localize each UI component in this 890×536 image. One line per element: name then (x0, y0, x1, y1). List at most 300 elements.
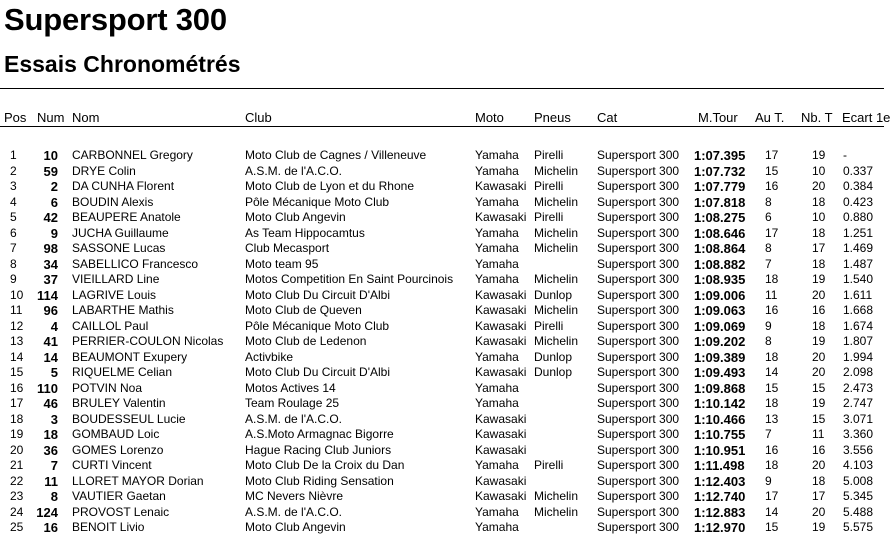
cell-au: 15 (765, 163, 779, 178)
cell-num: 4 (50, 318, 58, 334)
cell-nom: DRYE Colin (72, 163, 136, 178)
table-row (0, 458, 884, 474)
table-row (0, 257, 884, 273)
cell-pos: 1 (10, 148, 17, 162)
cell-pneus: Michelin (534, 334, 579, 348)
cell-cat: Supersport 300 (597, 287, 680, 302)
cell-nom: BENOIT Livio (72, 520, 145, 534)
cell-nb: 17 (812, 241, 826, 255)
cell-num: 5 (50, 365, 58, 380)
page-subtitle: Essais Chronométrés (4, 51, 241, 77)
cell-num: 8 (50, 489, 58, 504)
cell-nb: 11 (812, 427, 825, 441)
cell-cat: Supersport 300 (597, 272, 680, 286)
cell-tour: 1:10.755 (694, 427, 746, 442)
cell-moto: Kawasaki (475, 303, 527, 317)
cell-nb: 20 (812, 458, 826, 472)
cell-num: 34 (43, 256, 58, 272)
table-row (0, 164, 884, 180)
cell-nb: 18 (812, 256, 826, 271)
cell-tour: 1:07.779 (694, 179, 746, 194)
cell-cat: Supersport 300 (597, 194, 680, 209)
cell-nb: 18 (812, 318, 826, 333)
table-row (0, 319, 884, 335)
cell-ecart: 1.807 (843, 334, 874, 348)
cell-club: Motos Actives 14 (245, 380, 336, 395)
header-tour: M.Tour (698, 110, 738, 125)
cell-nom: LLORET MAYOR Dorian (72, 473, 204, 488)
cell-pneus: Michelin (534, 225, 579, 240)
cell-tour: 1:09.389 (694, 349, 746, 365)
cell-pos: 21 (10, 458, 24, 472)
cell-ecart: 1.994 (843, 349, 874, 364)
cell-moto: Yamaha (475, 396, 519, 410)
cell-pos: 19 (10, 427, 24, 441)
cell-cat: Supersport 300 (597, 148, 680, 162)
cell-club: Moto Club Riding Sensation (245, 473, 394, 488)
cell-moto: Yamaha (475, 380, 519, 395)
cell-nb: 20 (812, 504, 826, 519)
cell-moto: Kawasaki (475, 411, 527, 426)
header-ecart: Ecart 1e (842, 110, 890, 125)
table-row (0, 443, 884, 459)
cell-pneus: Michelin (534, 194, 579, 209)
cell-ecart: 1.487 (843, 256, 874, 271)
cell-au: 11 (765, 287, 778, 302)
cell-pos: 13 (10, 334, 24, 348)
cell-pos: 6 (10, 225, 17, 240)
cell-ecart: 1.674 (843, 318, 874, 333)
header-pos: Pos (4, 110, 27, 125)
cell-tour: 1:08.882 (694, 256, 746, 272)
cell-nom: VAUTIER Gaetan (72, 489, 166, 503)
cell-au: 17 (765, 148, 779, 162)
cell-num: 37 (43, 272, 58, 287)
cell-num: 7 (50, 458, 58, 473)
cell-moto: Kawasaki (475, 287, 527, 302)
cell-tour: 1:09.493 (694, 365, 746, 380)
cell-num: 114 (37, 287, 58, 303)
cell-cat: Supersport 300 (597, 256, 680, 271)
cell-ecart: 4.103 (843, 458, 874, 472)
header-moto: Moto (475, 110, 504, 125)
table-row (0, 334, 884, 350)
cell-cat: Supersport 300 (597, 473, 680, 488)
cell-moto: Yamaha (475, 458, 519, 472)
table-row (0, 195, 884, 211)
cell-pos: 17 (10, 396, 24, 410)
header-pneus: Pneus (534, 110, 571, 125)
cell-pneus: Michelin (534, 303, 579, 317)
cell-club: Moto Club de Ledenon (245, 334, 367, 348)
cell-nom: LABARTHE Mathis (72, 303, 174, 317)
table-row (0, 179, 884, 195)
cell-au: 17 (765, 225, 779, 240)
cell-pneus: Dunlop (534, 287, 573, 302)
cell-club: MC Nevers Nièvre (245, 489, 344, 503)
header-nb: Nb. T (801, 110, 833, 125)
cell-club: Moto Club de Cagnes / Villeneuve (245, 148, 427, 162)
cell-nb: 20 (812, 349, 826, 364)
table-row (0, 489, 884, 505)
cell-nb: 10 (812, 163, 826, 178)
cell-num: 110 (37, 380, 58, 396)
cell-pneus: Michelin (534, 504, 579, 519)
cell-club: Hague Racing Club Juniors (245, 442, 392, 457)
cell-num: 10 (43, 148, 58, 163)
cell-ecart: 2.473 (843, 380, 874, 395)
cell-pos: 12 (10, 318, 24, 333)
cell-pos: 20 (10, 442, 24, 457)
cell-num: 2 (50, 179, 58, 194)
cell-nom: SABELLICO Francesco (72, 256, 199, 271)
cell-pneus: Pirelli (534, 179, 564, 193)
cell-nom: CURTI Vincent (72, 458, 152, 472)
cell-pos: 9 (10, 272, 17, 286)
cell-num: 11 (44, 473, 58, 489)
cell-ecart: - (843, 148, 847, 162)
cell-pos: 3 (10, 179, 17, 193)
cell-tour: 1:12.740 (694, 489, 746, 504)
cell-ecart: 1.540 (843, 272, 874, 286)
cell-nb: 20 (812, 365, 826, 379)
cell-tour: 1:10.951 (694, 442, 746, 458)
cell-cat: Supersport 300 (597, 210, 680, 224)
table-row (0, 381, 884, 397)
cell-club: Moto Club de Lyon et du Rhone (245, 179, 415, 193)
cell-pos: 8 (10, 256, 17, 271)
table-row (0, 412, 884, 428)
cell-au: 6 (765, 210, 772, 224)
cell-num: 96 (43, 303, 58, 318)
cell-num: 36 (43, 442, 58, 458)
cell-club: Motos Competition En Saint Pourcinois (245, 272, 454, 286)
cell-pos: 25 (10, 520, 24, 534)
cell-au: 8 (765, 241, 772, 255)
cell-nb: 16 (812, 442, 826, 457)
cell-cat: Supersport 300 (597, 380, 680, 395)
cell-nom: GOMBAUD Loic (72, 427, 160, 441)
cell-au: 17 (765, 489, 779, 503)
cell-au: 9 (765, 318, 772, 333)
header-au: Au T. (755, 110, 785, 125)
cell-ecart: 5.008 (843, 473, 874, 488)
cell-moto: Yamaha (475, 241, 519, 255)
cell-ecart: 2.098 (843, 365, 874, 379)
cell-tour: 1:07.732 (694, 163, 746, 179)
cell-ecart: 5.575 (843, 520, 874, 534)
table-row (0, 226, 884, 242)
cell-num: 59 (43, 163, 58, 179)
cell-club: A.S.M. de l'A.C.O. (245, 411, 342, 426)
cell-au: 18 (765, 349, 779, 364)
cell-cat: Supersport 300 (597, 411, 680, 426)
cell-au: 15 (765, 520, 779, 534)
cell-au: 14 (765, 365, 779, 379)
cell-ecart: 1.668 (843, 303, 874, 317)
cell-num: 9 (50, 225, 58, 241)
cell-nom: BEAUMONT Exupery (72, 349, 188, 364)
cell-pneus: Michelin (534, 163, 579, 178)
cell-club: Moto team 95 (245, 256, 319, 271)
cell-nb: 18 (812, 194, 826, 209)
cell-cat: Supersport 300 (597, 520, 680, 534)
cell-nb: 19 (812, 148, 826, 162)
cell-tour: 1:07.818 (694, 194, 746, 210)
cell-club: A.S.M. de l'A.C.O. (245, 504, 342, 519)
cell-au: 18 (765, 396, 779, 410)
top-divider (0, 88, 884, 89)
cell-club: Moto Club Angevin (245, 210, 346, 224)
cell-moto: Kawasaki (475, 210, 527, 224)
cell-cat: Supersport 300 (597, 458, 680, 472)
cell-ecart: 3.556 (843, 442, 874, 457)
cell-nb: 19 (812, 272, 826, 286)
cell-moto: Kawasaki (475, 179, 527, 193)
table-row (0, 210, 884, 226)
cell-nb: 16 (812, 303, 826, 317)
cell-ecart: 1.251 (843, 225, 874, 240)
cell-club: Pôle Mécanique Moto Club (245, 318, 390, 333)
cell-nb: 10 (812, 210, 826, 224)
cell-ecart: 1.611 (843, 287, 873, 302)
cell-nom: SASSONE Lucas (72, 241, 166, 255)
cell-ecart: 5.345 (843, 489, 874, 503)
cell-au: 8 (765, 194, 772, 209)
cell-cat: Supersport 300 (597, 241, 680, 255)
header-club: Club (245, 110, 272, 125)
cell-nb: 20 (812, 287, 826, 302)
cell-club: Moto Club Angevin (245, 520, 346, 534)
cell-club: Moto Club de Queven (245, 303, 362, 317)
cell-cat: Supersport 300 (597, 349, 680, 364)
cell-nb: 18 (812, 473, 826, 488)
cell-nom: GOMES Lorenzo (72, 442, 164, 457)
cell-pneus: Pirelli (534, 148, 564, 162)
cell-pos: 10 (10, 287, 24, 302)
cell-moto: Kawasaki (475, 442, 527, 457)
header-divider (0, 126, 884, 127)
cell-club: Moto Club Du Circuit D'Albi (245, 365, 391, 379)
cell-cat: Supersport 300 (597, 334, 680, 348)
table-row (0, 303, 884, 319)
cell-tour: 1:08.275 (694, 210, 746, 225)
cell-pos: 22 (10, 473, 24, 488)
cell-cat: Supersport 300 (597, 163, 680, 178)
cell-au: 14 (765, 504, 779, 519)
cell-ecart: 3.071 (843, 411, 874, 426)
cell-tour: 1:09.006 (694, 287, 746, 303)
page-title: Supersport 300 (4, 2, 227, 37)
cell-club: A.S.M. de l'A.C.O. (245, 163, 342, 178)
cell-num: 42 (43, 210, 58, 225)
cell-au: 9 (765, 473, 772, 488)
cell-cat: Supersport 300 (597, 504, 680, 519)
cell-nom: JUCHA Guillaume (72, 225, 169, 240)
table-row (0, 474, 884, 490)
cell-ecart: 2.747 (843, 396, 874, 410)
cell-nb: 20 (812, 179, 826, 193)
cell-moto: Kawasaki (475, 473, 527, 488)
cell-pos: 23 (10, 489, 24, 503)
cell-moto: Yamaha (475, 272, 519, 286)
cell-au: 7 (765, 427, 772, 441)
cell-cat: Supersport 300 (597, 396, 680, 410)
cell-moto: Kawasaki (475, 427, 527, 441)
cell-num: 98 (43, 241, 58, 256)
cell-au: 16 (765, 303, 779, 317)
table-header (0, 110, 890, 126)
cell-pneus: Pirelli (534, 318, 564, 333)
cell-club: Moto Club De la Croix du Dan (245, 458, 405, 472)
cell-au: 7 (765, 256, 772, 271)
cell-au: 18 (765, 458, 779, 472)
header-cat: Cat (597, 110, 618, 125)
table-row (0, 241, 884, 257)
header-num: Num (37, 110, 65, 125)
cell-pneus: Pirelli (534, 210, 564, 224)
table-row (0, 396, 884, 412)
cell-moto: Kawasaki (475, 489, 527, 503)
cell-club: Team Roulage 25 (245, 396, 340, 410)
cell-cat: Supersport 300 (597, 303, 680, 317)
cell-ecart: 1.469 (843, 241, 874, 255)
table-row (0, 148, 884, 164)
table-row (0, 365, 884, 381)
cell-nom: RIQUELME Celian (72, 365, 173, 379)
cell-ecart: 5.488 (843, 504, 874, 519)
cell-pneus: Michelin (534, 489, 579, 503)
cell-nom: CARBONNEL Gregory (72, 148, 193, 162)
cell-nom: BEAUPERE Anatole (72, 210, 181, 224)
table-row (0, 288, 884, 304)
cell-nom: BOUDESSEUL Lucie (72, 411, 186, 426)
cell-moto: Yamaha (475, 194, 519, 209)
cell-pneus: Dunlop (534, 365, 573, 379)
cell-club: Moto Club Du Circuit D'Albi (245, 287, 391, 302)
cell-pneus: Michelin (534, 241, 579, 255)
cell-cat: Supersport 300 (597, 489, 680, 503)
cell-pos: 11 (10, 303, 23, 317)
cell-pos: 14 (10, 349, 24, 364)
table-row (0, 427, 884, 443)
cell-moto: Yamaha (475, 225, 519, 240)
cell-moto: Yamaha (475, 349, 519, 364)
table-row (0, 350, 884, 366)
cell-nb: 19 (812, 334, 826, 348)
cell-tour: 1:09.202 (694, 334, 746, 349)
cell-cat: Supersport 300 (597, 179, 680, 193)
cell-moto: Yamaha (475, 148, 519, 162)
cell-ecart: 0.423 (843, 194, 874, 209)
cell-tour: 1:10.142 (694, 396, 746, 411)
cell-nom: BRULEY Valentin (72, 396, 166, 410)
cell-tour: 1:12.970 (694, 520, 746, 535)
cell-cat: Supersport 300 (597, 365, 680, 379)
cell-cat: Supersport 300 (597, 318, 680, 333)
cell-nb: 19 (812, 396, 826, 410)
cell-pos: 7 (10, 241, 17, 255)
table-row (0, 272, 884, 288)
cell-tour: 1:10.466 (694, 411, 746, 427)
cell-cat: Supersport 300 (597, 225, 680, 240)
cell-tour: 1:08.646 (694, 225, 746, 241)
cell-moto: Kawasaki (475, 334, 527, 348)
cell-moto: Yamaha (475, 256, 519, 271)
cell-nom: VIEILLARD Line (72, 272, 160, 286)
cell-pos: 2 (10, 163, 17, 178)
cell-pos: 16 (10, 380, 24, 395)
cell-au: 16 (765, 179, 779, 193)
cell-ecart: 0.384 (843, 179, 874, 193)
cell-au: 16 (765, 442, 779, 457)
cell-pos: 5 (10, 210, 17, 224)
cell-num: 14 (43, 349, 58, 365)
cell-tour: 1:08.864 (694, 241, 746, 256)
cell-nom: CAILLOL Paul (72, 318, 149, 333)
cell-moto: Kawasaki (475, 365, 527, 379)
cell-nom: DA CUNHA Florent (72, 179, 175, 193)
cell-nb: 15 (812, 411, 826, 426)
cell-ecart: 3.360 (843, 427, 874, 441)
cell-num: 16 (43, 520, 58, 535)
cell-ecart: 0.880 (843, 210, 874, 224)
cell-pneus: Michelin (534, 272, 579, 286)
cell-nb: 18 (812, 225, 826, 240)
cell-au: 13 (765, 411, 779, 426)
cell-tour: 1:09.063 (694, 303, 746, 318)
cell-tour: 1:09.069 (694, 318, 746, 334)
cell-tour: 1:08.935 (694, 272, 746, 287)
cell-nom: POTVIN Noa (72, 380, 143, 395)
cell-pos: 18 (10, 411, 24, 426)
cell-moto: Kawasaki (475, 318, 527, 333)
cell-cat: Supersport 300 (597, 427, 680, 441)
cell-nom: LAGRIVE Louis (72, 287, 157, 302)
cell-moto: Yamaha (475, 504, 519, 519)
cell-moto: Yamaha (475, 520, 519, 534)
cell-club: Pôle Mécanique Moto Club (245, 194, 390, 209)
table-row (0, 520, 884, 536)
cell-tour: 1:07.395 (694, 148, 746, 163)
cell-nom: PROVOST Lenaic (72, 504, 170, 519)
cell-nb: 19 (812, 520, 826, 534)
cell-tour: 1:12.883 (694, 504, 746, 520)
cell-nb: 15 (812, 380, 826, 395)
cell-num: 18 (43, 427, 58, 442)
cell-nom: BOUDIN Alexis (72, 194, 154, 209)
cell-pos: 15 (10, 365, 24, 379)
cell-tour: 1:11.498 (694, 458, 745, 473)
cell-nom: PERRIER-COULON Nicolas (72, 334, 224, 348)
cell-nb: 17 (812, 489, 826, 503)
cell-pos: 24 (10, 504, 24, 519)
cell-num: 46 (43, 396, 58, 411)
cell-num: 124 (36, 504, 58, 520)
cell-club: Club Mecasport (245, 241, 330, 255)
cell-tour: 1:09.868 (694, 380, 746, 396)
cell-cat: Supersport 300 (597, 442, 680, 457)
cell-club: A.S.Moto Armagnac Bigorre (245, 427, 394, 441)
cell-ecart: 0.337 (843, 163, 874, 178)
cell-num: 6 (50, 194, 58, 210)
cell-au: 15 (765, 380, 779, 395)
cell-pos: 4 (10, 194, 17, 209)
cell-num: 3 (50, 411, 58, 427)
cell-num: 41 (43, 334, 58, 349)
cell-au: 8 (765, 334, 772, 348)
cell-moto: Yamaha (475, 163, 519, 178)
